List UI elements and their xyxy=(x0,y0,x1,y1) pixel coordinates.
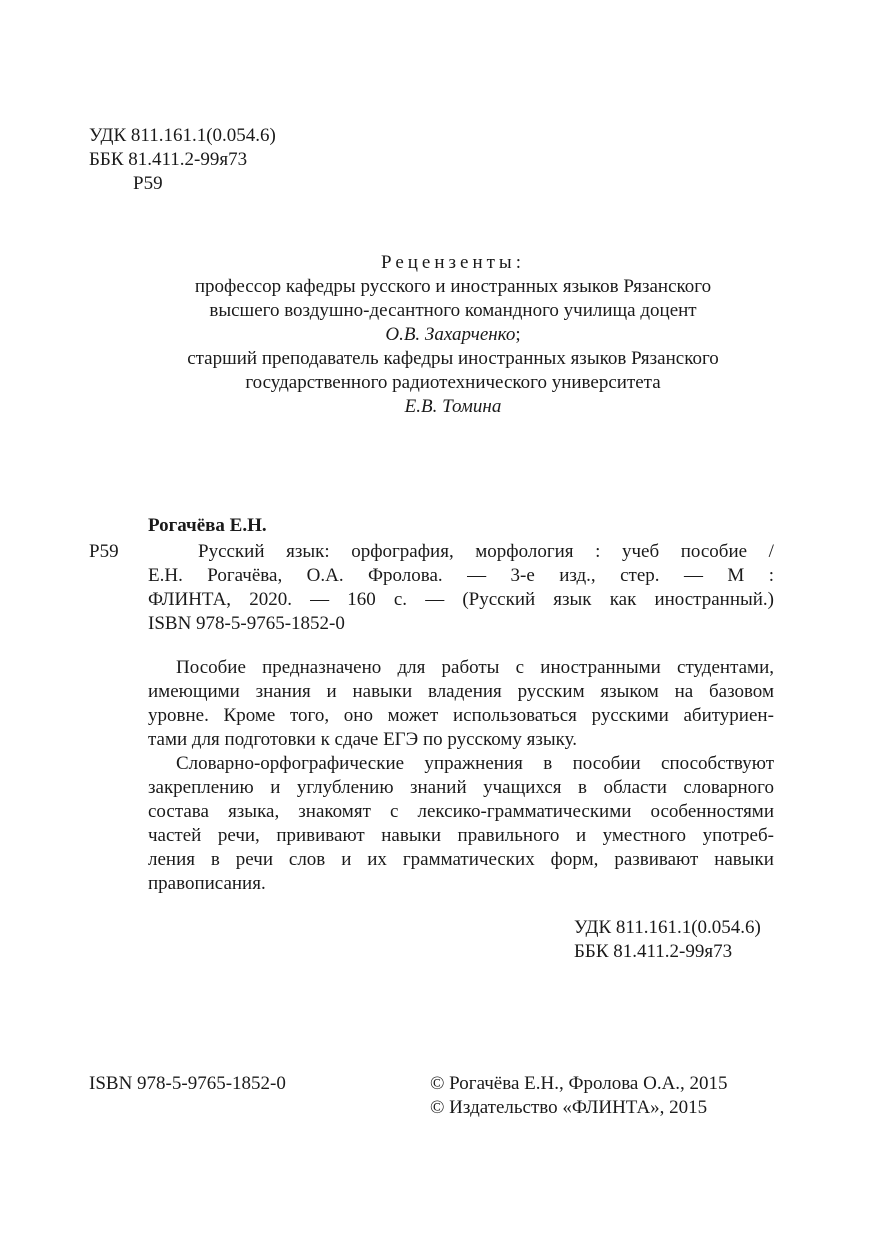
reviewer-2-line-2: государственного радиотехнического университета xyxy=(245,372,661,393)
word: 160 xyxy=(347,589,376,610)
word: в xyxy=(210,849,220,870)
word: и xyxy=(575,825,587,846)
word: с xyxy=(389,801,399,822)
word: иностранный.) xyxy=(654,589,774,610)
word: языком xyxy=(600,681,659,702)
word: Кроме xyxy=(223,705,276,726)
word: — xyxy=(310,589,330,610)
biblio-code: Р59 xyxy=(89,541,119,562)
reviewers-block xyxy=(150,251,756,419)
footer-isbn: ISBN 978-5-9765-1852-0 xyxy=(89,1073,286,1094)
bbk-code: ББК 81.411.2-99я73 xyxy=(89,149,248,170)
word: предназначено xyxy=(262,657,382,678)
word: слов xyxy=(288,849,326,870)
word: пособии xyxy=(572,753,641,774)
reviewer-1-name-line xyxy=(150,323,756,347)
word: грамматических xyxy=(402,849,535,870)
annotation-p2-line-4 xyxy=(148,824,774,848)
word: 2020. xyxy=(249,589,292,610)
word: : xyxy=(595,541,601,562)
word: язык xyxy=(553,589,592,610)
word: состава xyxy=(148,801,209,822)
copyright-authors: © Рогачёва Е.Н., Фролова О.А., 2015 xyxy=(430,1073,728,1094)
word: студентами, xyxy=(677,657,774,678)
word: речи xyxy=(235,849,273,870)
word: морфология xyxy=(475,541,574,562)
word: русским xyxy=(517,681,585,702)
word: (Русский xyxy=(462,589,536,610)
word: работы xyxy=(441,657,500,678)
word: стер. xyxy=(620,565,660,586)
annotation-p2-line-2 xyxy=(148,776,774,800)
word: — xyxy=(467,565,487,586)
word: может xyxy=(387,705,439,726)
word: иностранными xyxy=(540,657,661,678)
word: знания xyxy=(255,681,311,702)
word: — xyxy=(683,565,703,586)
word: особенностями xyxy=(650,801,774,822)
word: употреб- xyxy=(702,825,774,846)
copyright-publisher: © Издательство «ФЛИНТА», 2015 xyxy=(430,1097,708,1118)
word: прививают xyxy=(276,825,365,846)
word: пособие xyxy=(680,541,748,562)
annotation-p1-line-3 xyxy=(148,704,774,728)
word: — xyxy=(425,589,445,610)
word: орфография, xyxy=(351,541,454,562)
word: учеб xyxy=(621,541,660,562)
word: ФЛИНТА, xyxy=(148,589,232,610)
biblio-line-1 xyxy=(148,540,774,564)
annotation-p2-line-5 xyxy=(148,848,774,872)
annotation-p2-line-3 xyxy=(148,800,774,824)
word: и xyxy=(341,849,352,870)
reviewer-2-name: Е.В. Томина xyxy=(404,396,502,417)
annotation xyxy=(148,656,774,896)
word: и xyxy=(270,777,281,798)
word: Русский xyxy=(198,541,265,562)
word: язык: xyxy=(286,541,330,562)
word: закреплению xyxy=(148,777,254,798)
word: форм, xyxy=(550,849,599,870)
word: / xyxy=(768,541,774,562)
header-classification xyxy=(89,124,276,196)
word: правильного xyxy=(457,825,560,846)
word: области xyxy=(603,777,667,798)
word: и xyxy=(326,681,337,702)
word: : xyxy=(768,565,774,586)
word: углублению xyxy=(296,777,394,798)
reviewer-1-line-2: высшего воздушно-десантного командного училища доцент xyxy=(209,300,697,321)
reviewers-heading: Рецензенты: xyxy=(381,252,525,273)
udk-code: УДК 811.161.1(0.054.6) xyxy=(89,125,276,146)
word: русскими xyxy=(591,705,669,726)
word: знаний xyxy=(410,777,467,798)
word: упражнения xyxy=(424,753,523,774)
word: Словарно-орфографические xyxy=(176,753,405,774)
annotation-p1-line-4: тами для подготовки к сдаче ЕГЭ по русскому языку. xyxy=(148,729,577,750)
word: лексико-грамматическими xyxy=(417,801,632,822)
biblio-record xyxy=(148,540,774,636)
biblio-isbn: ISBN 978-5-9765-1852-0 xyxy=(148,613,345,634)
word: с xyxy=(515,657,525,678)
word: О.А. xyxy=(306,565,344,586)
word: уровне. xyxy=(148,705,209,726)
annotation-p1-line-1 xyxy=(148,656,774,680)
word: оно xyxy=(343,705,373,726)
word: в xyxy=(577,777,587,798)
word: знакомят xyxy=(298,801,371,822)
word: навыки xyxy=(352,681,413,702)
author-mark: Р59 xyxy=(133,173,163,194)
word: владения xyxy=(427,681,502,702)
word: частей xyxy=(148,825,202,846)
reviewer-2-line-1: старший преподаватель кафедры иностранных языков Рязанского xyxy=(187,348,719,369)
word: изд., xyxy=(559,565,596,586)
biblio-line-2 xyxy=(148,564,774,588)
word: Е.Н. xyxy=(148,565,183,586)
reviewer-1-name-suffix: ; xyxy=(515,324,521,345)
word: их xyxy=(367,849,387,870)
word: М xyxy=(727,565,745,586)
word: того, xyxy=(289,705,330,726)
reviewer-1-line-1: профессор кафедры русского и иностранных языков Рязанского xyxy=(194,276,712,297)
footer-udk-code: УДК 811.161.1(0.054.6) xyxy=(574,917,761,938)
biblio-author: Рогачёва Е.Н. xyxy=(148,515,267,536)
word: речи, xyxy=(217,825,260,846)
footer-bbk-code: ББК 81.411.2-99я73 xyxy=(574,941,733,962)
word: навыки xyxy=(381,825,441,846)
word: абитуриен- xyxy=(683,705,774,726)
word: навыки xyxy=(714,849,774,870)
word: Фролова. xyxy=(368,565,443,586)
word: на xyxy=(674,681,694,702)
word: имеющими xyxy=(148,681,240,702)
annotation-p1-line-2 xyxy=(148,680,774,704)
word: как xyxy=(609,589,637,610)
word: уместного xyxy=(602,825,687,846)
word: Рогачёва, xyxy=(207,565,283,586)
word: ления xyxy=(148,849,195,870)
word: способствуют xyxy=(661,753,774,774)
word: в xyxy=(543,753,553,774)
annotation-p2-line-1 xyxy=(148,752,774,776)
word: базовом xyxy=(708,681,774,702)
word: использоваться xyxy=(453,705,577,726)
copyright-block xyxy=(430,1072,728,1120)
word: развивают xyxy=(614,849,699,870)
word: 3-е xyxy=(510,565,535,586)
word: учащихся xyxy=(483,777,562,798)
word: языка, xyxy=(228,801,280,822)
annotation-p2-line-6: правописания. xyxy=(148,873,266,894)
word: Пособие xyxy=(176,657,246,678)
footer-classification xyxy=(574,916,761,964)
word: для xyxy=(397,657,426,678)
reviewer-1-name: О.В. Захарченко xyxy=(385,324,516,345)
word: с. xyxy=(393,589,408,610)
biblio-line-3 xyxy=(148,588,774,612)
word: словарного xyxy=(683,777,774,798)
